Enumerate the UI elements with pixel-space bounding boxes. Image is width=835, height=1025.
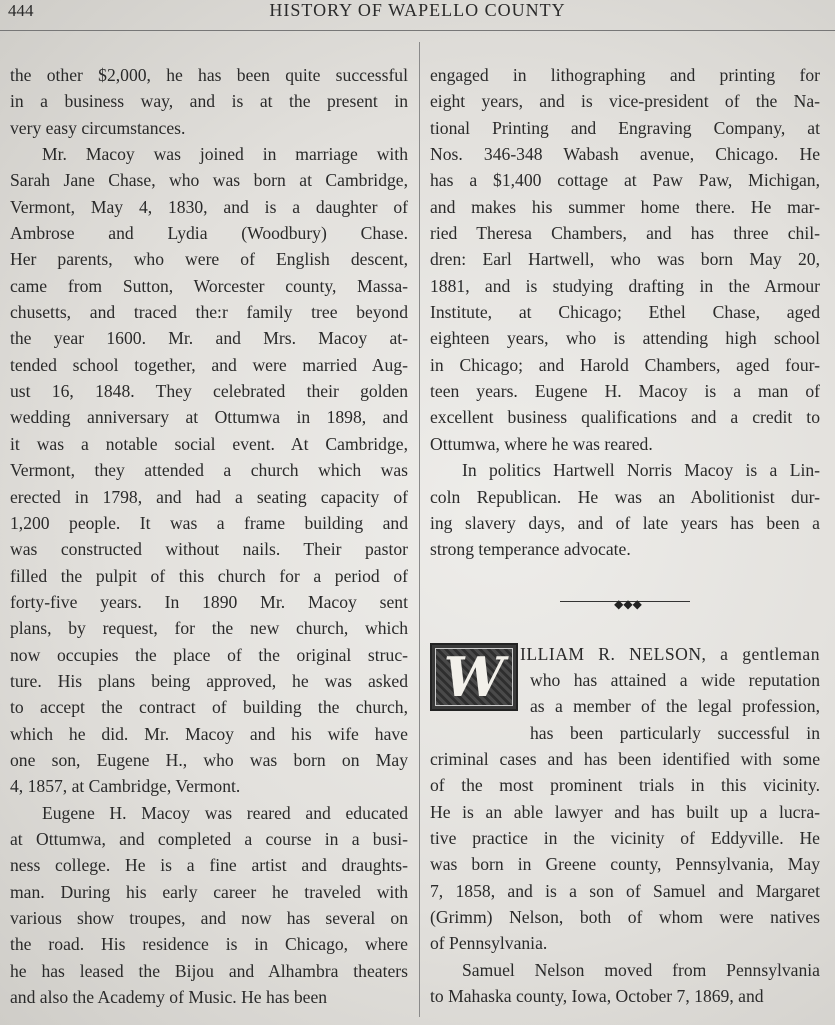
text-line: chusetts, and traced the:r family tree beyond [10, 302, 408, 323]
left-column [10, 62, 408, 1010]
text-line: 7, 1858, and is a son of Samuel and Margaret [430, 880, 820, 901]
text-line: plans, by request, for the new church, which [10, 618, 408, 639]
text-line: dren: Earl Hartwell, who was born May 20, [430, 249, 820, 270]
text-line: tive practice in the vicinity of Eddyville. He [430, 827, 820, 848]
text-line: it was a notable social event. At Cambridge, [10, 433, 408, 454]
text-line: He is an able lawyer and has built up a lucra- [430, 801, 820, 822]
page-number: 444 [8, 1, 34, 20]
text-line: forty-five years. In 1890 Mr. Macoy sent [10, 591, 408, 612]
text-line: was born in Greene county, Pennsylvania, May [430, 854, 820, 875]
text-line: 4, 1857, at Cambridge, Vermont. [10, 776, 241, 797]
text-line: the other $2,000, he has been quite successful [10, 65, 408, 85]
section-separator [430, 581, 820, 623]
text-line: to accept the contract of building the church, [10, 697, 408, 718]
text-line: coln Republican. He was an Abolitionist dur- [430, 486, 820, 507]
text-line: came from Sutton, Worcester county, Massa- [10, 275, 408, 296]
column-divider [419, 42, 420, 1017]
right-column [430, 62, 820, 1009]
text-line: filled the pulpit of this church for a period of [10, 565, 408, 586]
text-line: Vermont, May 4, 1830, and is a daughter of [10, 196, 408, 217]
text-line: he has leased the Bijou and Alhambra theaters [10, 960, 408, 981]
text-line: ust 16, 1848. They celebrated their golden [10, 381, 408, 402]
text-line: and also the Academy of Music. He has been [10, 987, 328, 1008]
ornamental-initial-w [430, 643, 518, 711]
header-rule [0, 30, 835, 31]
text-line: ness college. He is a fine artist and draughts- [10, 855, 408, 876]
text-line: which he did. Mr. Macoy and his wife have [10, 723, 408, 744]
text-line: was constructed without nails. Their pastor [10, 539, 408, 560]
text-line: erected in 1798, and had a seating capacity of [10, 486, 408, 507]
text-line: In politics Hartwell Norris Macoy is a Lin- [462, 460, 820, 481]
text-line: ing slavery days, and of late years has been a [430, 512, 820, 533]
text-line: very easy circumstances. [10, 117, 186, 138]
text-line: in a business way, and is at the present in [10, 91, 408, 112]
text-line: Her parents, who were of English descent, [10, 249, 408, 270]
text-line: the road. His residence is in Chicago, where [10, 934, 408, 955]
text-line: wedding anniversary at Ottumwa in 1898, and [10, 407, 408, 428]
right-column-bottom-text [430, 746, 820, 1009]
page-header [0, 0, 835, 30]
text-line: Institute, at Chicago; Ethel Chase, aged [430, 302, 820, 323]
text-line: of the most prominent trials in this vicinity. [430, 775, 820, 796]
text-line: eight years, and is vice-president of the Na- [430, 91, 820, 112]
text-line: engaged in lithographing and printing for [430, 65, 820, 85]
text-line: eighteen years, who is attending high school [430, 328, 820, 349]
text-line: Nos. 346-348 Wabash avenue, Chicago. He [430, 144, 820, 165]
text-line: excellent business qualifications and a credit to [430, 407, 820, 428]
dropcap-letter: W [443, 644, 505, 709]
text-line: tended school together, and were married Aug- [10, 354, 408, 375]
text-line: 1881, and is studying drafting in the Armour [430, 275, 820, 296]
nelson-biography-opening [430, 641, 820, 746]
text-line: Sarah Jane Chase, who was born at Cambridge, [10, 170, 408, 191]
text-line: man. During his early career he traveled with [10, 881, 408, 902]
text-line: has been particularly successful in [530, 722, 820, 743]
text-line: one son, Eugene H., who was born on May [10, 749, 408, 770]
text-line: now occupies the place of the original struc- [10, 644, 408, 665]
text-line: teen years. Eugene H. Macoy is a man of [430, 381, 820, 402]
text-line: tional Printing and Engraving Company, at [430, 117, 820, 138]
right-column-top-text [430, 62, 820, 563]
text-line: Ottumwa, where he was reared. [430, 433, 653, 454]
running-title: HISTORY OF WAPELLO COUNTY [269, 0, 566, 20]
text-line: at Ottumwa, and completed a course in a busi- [10, 828, 408, 849]
text-line: Ambrose and Lydia (Woodbury) Chase. [10, 223, 408, 244]
text-line: Eugene H. Macoy was reared and educated [42, 802, 408, 823]
text-line: as a member of the legal profession, [530, 696, 820, 717]
text-line: 1,200 people. It was a frame building and [10, 512, 408, 533]
text-line: in Chicago; and Harold Chambers, aged four- [430, 354, 820, 375]
text-line: to Mahaska county, Iowa, October 7, 1869, and [430, 986, 764, 1006]
text-line: Samuel Nelson moved from Pennsylvania [462, 959, 820, 980]
separator-ornament: ◆◆◆ [614, 596, 642, 611]
text-line: and makes his summer home there. He mar- [430, 196, 820, 217]
text-line: the year 1600. Mr. and Mrs. Macoy at- [10, 328, 408, 349]
text-line: has a $1,400 cottage at Paw Paw, Michigan, [430, 170, 820, 191]
text-line: Mr. Macoy was joined in marriage with [42, 144, 408, 165]
text-line: Vermont, they attended a church which was [10, 460, 408, 481]
text-line: who has attained a wide reputation [530, 669, 820, 690]
text-line: various show troupes, and now has several on [10, 908, 408, 928]
text-line: of Pennsylvania. [430, 933, 548, 954]
text-line: strong temperance advocate. [430, 539, 631, 560]
text-line: criminal cases and has been identified with some [430, 748, 820, 769]
text-line: ried Theresa Chambers, and has three chil- [430, 223, 820, 244]
text-line: ILLIAM R. NELSON, a gentleman [520, 643, 820, 664]
text-line: ture. His plans being approved, he was asked [10, 670, 408, 691]
text-line: (Grimm) Nelson, both of whom were natives [430, 906, 820, 927]
